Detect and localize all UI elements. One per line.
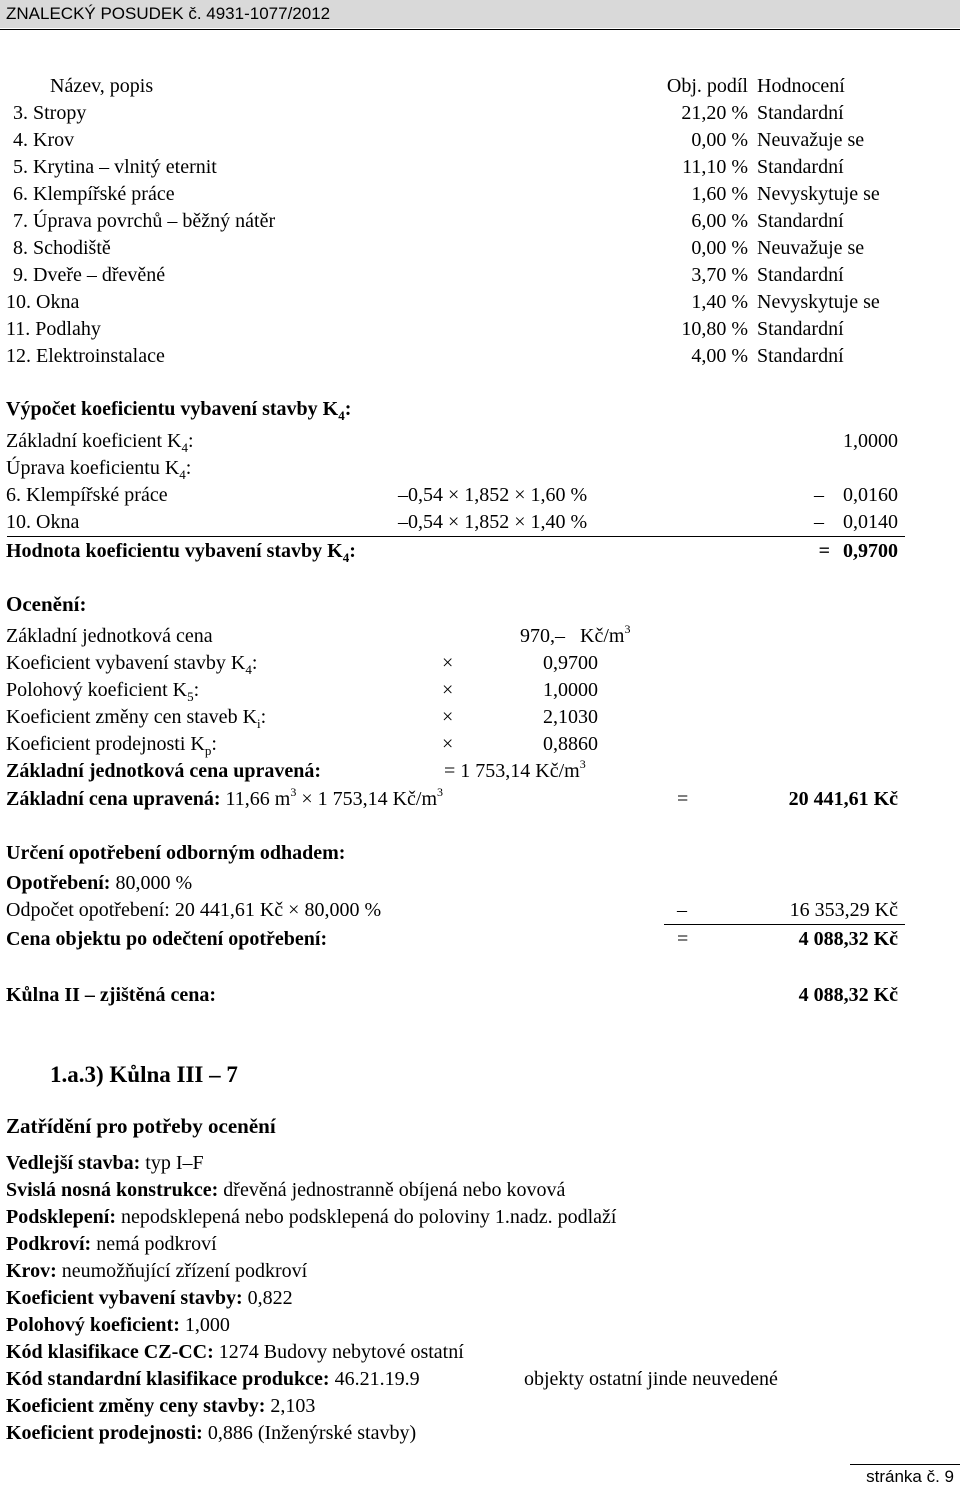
classification-heading: Zatřídění pro potřeby ocenění xyxy=(6,1114,276,1138)
base-price-label: Základní jednotková cena xyxy=(6,625,213,647)
col-header-share: Obj. podíl xyxy=(666,75,748,97)
classification-key: Koeficient změny ceny stavby: xyxy=(6,1395,266,1417)
k4-sum-rule xyxy=(7,536,905,537)
kp-coef-label: Koeficient prodejnosti $K_p$: xyxy=(6,733,217,758)
table-row-rating: Standardní xyxy=(757,318,844,340)
classification-value: 1274 Budovy nebytové ostatní xyxy=(218,1341,464,1363)
table-row-share: 0,00 % xyxy=(691,237,748,259)
k4-heading: Výpočet koeficientu vybavení stavby $K_4$: xyxy=(6,398,352,423)
classification-value: nepodsklepená nebo podsklepená do poloviny 1.nadz. podlaží xyxy=(121,1206,617,1228)
adjusted-price-eq: = xyxy=(677,788,689,810)
k4-adj1-name: 6. Klempířské práce xyxy=(6,484,168,506)
classification-key: Vedlejší stavba: xyxy=(6,1152,141,1174)
table-row-rating: Standardní xyxy=(757,264,844,286)
table-row-name: 8. Schodiště xyxy=(13,237,111,259)
classification-value: 46.21.19.9 xyxy=(334,1368,420,1390)
price-after-wear-label: Cena objektu po odečtení opotřebení: xyxy=(6,928,328,950)
classification-item xyxy=(6,1312,230,1338)
table-row-share: 0,00 % xyxy=(691,129,748,151)
classification-key: Koeficient vybavení stavby: xyxy=(6,1287,243,1309)
table-row-share: 3,70 % xyxy=(691,264,748,286)
classification-value: 0,886 (Inženýrské stavby) xyxy=(207,1422,417,1444)
header-divider xyxy=(0,29,960,30)
k4-result-label: Hodnota koeficientu vybavení stavby $K_4$: xyxy=(6,540,356,565)
result-label: Kůlna II – zjištěná cena: xyxy=(6,984,216,1006)
table-row-rating: Nevyskytuje se xyxy=(757,291,880,313)
classification-key: Koeficient prodejnosti: xyxy=(6,1422,203,1444)
classification-key: Kód klasifikace CZ-CC: xyxy=(6,1341,214,1363)
k4-base-value: 1,0000 xyxy=(843,430,898,452)
wear-deduction-label: Odpočet opotřebení: 20 441,61 Kč × 80,000 % xyxy=(6,899,382,921)
table-row-name: 9. Dveře – dřevěné xyxy=(13,264,166,286)
adjusted-price-line: Základní cena upravená: 11,66 $m^3 \times 1$ 753,14 $Kč/m^3$ xyxy=(6,785,444,810)
wear-deduction-op: – xyxy=(677,899,687,921)
classification-value-extra: objekty ostatní jinde neuvedené xyxy=(524,1368,778,1390)
k4-coef-value: 0,9700 xyxy=(543,652,598,674)
table-row-rating: Standardní xyxy=(757,210,844,232)
classification-item xyxy=(6,1339,464,1365)
k4-adj1-formula: –0,54 × 1,852 × 1,60 % xyxy=(398,484,588,506)
k5-coef-value: 1,0000 xyxy=(543,679,598,701)
classification-item xyxy=(6,1177,565,1203)
document-title: ZNALECKÝ POSUDEK č. 4931-1077/2012 xyxy=(6,4,331,23)
classification-value: 0,822 xyxy=(247,1287,293,1309)
col-header-rating: Hodnocení xyxy=(757,75,845,97)
table-row-share: 21,20 % xyxy=(681,102,748,124)
times-sign: × xyxy=(442,706,454,728)
table-row-name: 3. Stropy xyxy=(13,102,87,124)
footer-divider xyxy=(850,1464,960,1465)
classification-item xyxy=(6,1150,204,1176)
k4-base-label: Základní koeficient $K_4$: xyxy=(6,430,194,455)
table-row-name: 7. Úprava povrchů – běžný nátěr xyxy=(13,210,276,232)
classification-item xyxy=(6,1285,293,1311)
price-after-wear-op: = xyxy=(677,928,689,950)
classification-value: 2,103 xyxy=(270,1395,316,1417)
table-row-share: 11,10 % xyxy=(682,156,748,178)
classification-value: nemá podkroví xyxy=(96,1233,217,1255)
classification-item xyxy=(6,1258,307,1284)
valuation-heading: Ocenění: xyxy=(6,592,87,616)
table-row-rating: Standardní xyxy=(757,156,844,178)
table-row-share: 1,40 % xyxy=(691,291,748,313)
table-row-rating: Standardní xyxy=(757,345,844,367)
col-header-name: Název, popis xyxy=(50,75,154,97)
wear-percent: Opotřebení: 80,000 % xyxy=(6,872,193,894)
classification-key: Podsklepení: xyxy=(6,1206,117,1228)
ki-coef-value: 2,1030 xyxy=(543,706,598,728)
table-row-share: 10,80 % xyxy=(681,318,748,340)
table-row-rating: Nevyskytuje se xyxy=(757,183,880,205)
classification-value: typ I–F xyxy=(145,1152,204,1174)
adjusted-unit-price-label: Základní jednotková cena upravená: xyxy=(6,760,322,782)
table-row-rating: Neuvažuje se xyxy=(757,237,865,259)
classification-key: Kód standardní klasifikace produkce: xyxy=(6,1368,330,1390)
table-row-name: 6. Klempířské práce xyxy=(13,183,175,205)
base-price-value: 970,– $Kč/m^3$ xyxy=(520,622,631,647)
page-number: stránka č. 9 xyxy=(866,1467,954,1486)
ki-coef-label: Koeficient změny cen staveb $K_i$: xyxy=(6,706,267,731)
k4-coef-label: Koeficient vybavení stavby $K_4$: xyxy=(6,652,258,677)
classification-item xyxy=(6,1231,217,1257)
classification-key: Podkroví: xyxy=(6,1233,92,1255)
section-title: 1.a.3) Kůlna III – 7 xyxy=(50,1062,238,1087)
table-row-name: 11. Podlahy xyxy=(6,318,101,340)
classification-value: neumožňující zřízení podkroví xyxy=(61,1260,308,1282)
times-sign: × xyxy=(442,652,454,674)
document-header xyxy=(0,0,960,28)
k4-adj2-formula: –0,54 × 1,852 × 1,40 % xyxy=(398,511,588,533)
classification-item xyxy=(6,1366,420,1392)
k4-result-value: = 0,9700 xyxy=(818,540,898,562)
times-sign: × xyxy=(442,733,454,755)
k4-adj1-value: – 0,0160 xyxy=(814,484,898,506)
table-row-share: 4,00 % xyxy=(691,345,748,367)
times-sign: × xyxy=(442,679,454,701)
classification-item xyxy=(6,1204,616,1230)
table-row-name: 10. Okna xyxy=(6,291,80,313)
classification-key: Krov: xyxy=(6,1260,57,1282)
price-after-wear-value: 4 088,32 Kč xyxy=(798,928,898,950)
k5-coef-label: Polohový koeficient $K_5$: xyxy=(6,679,200,704)
k4-adjust-label: Úprava koeficientu $K_4$: xyxy=(6,457,192,482)
classification-key: Svislá nosná konstrukce: xyxy=(6,1179,219,1201)
result-value: 4 088,32 Kč xyxy=(798,984,898,1006)
classification-key: Polohový koeficient: xyxy=(6,1314,180,1336)
table-row-rating: Standardní xyxy=(757,102,844,124)
table-row-rating: Neuvažuje se xyxy=(757,129,865,151)
adjusted-unit-price-value: = 1 753,14 $Kč/m^3$ xyxy=(444,757,586,782)
table-row-name: 12. Elektroinstalace xyxy=(6,345,165,367)
adjusted-price-value: 20 441,61 Kč xyxy=(788,788,898,810)
classification-item xyxy=(6,1393,315,1419)
table-row-name: 5. Krytina – vlnitý eternit xyxy=(13,156,217,178)
classification-value: 1,000 xyxy=(184,1314,230,1336)
table-row-share: 1,60 % xyxy=(691,183,748,205)
wear-sum-rule xyxy=(664,924,905,925)
k4-adj2-name: 10. Okna xyxy=(6,511,80,533)
wear-heading: Určení opotřebení odborným odhadem: xyxy=(6,842,346,864)
wear-deduction-value: 16 353,29 Kč xyxy=(789,899,898,921)
kp-coef-value: 0,8860 xyxy=(543,733,598,755)
table-row-share: 6,00 % xyxy=(691,210,748,232)
table-row-name: 4. Krov xyxy=(13,129,75,151)
classification-value: dřevěná jednostranně obíjená nebo kovová xyxy=(223,1179,566,1201)
classification-item xyxy=(6,1420,416,1446)
k4-adj2-value: – 0,0140 xyxy=(814,511,898,533)
